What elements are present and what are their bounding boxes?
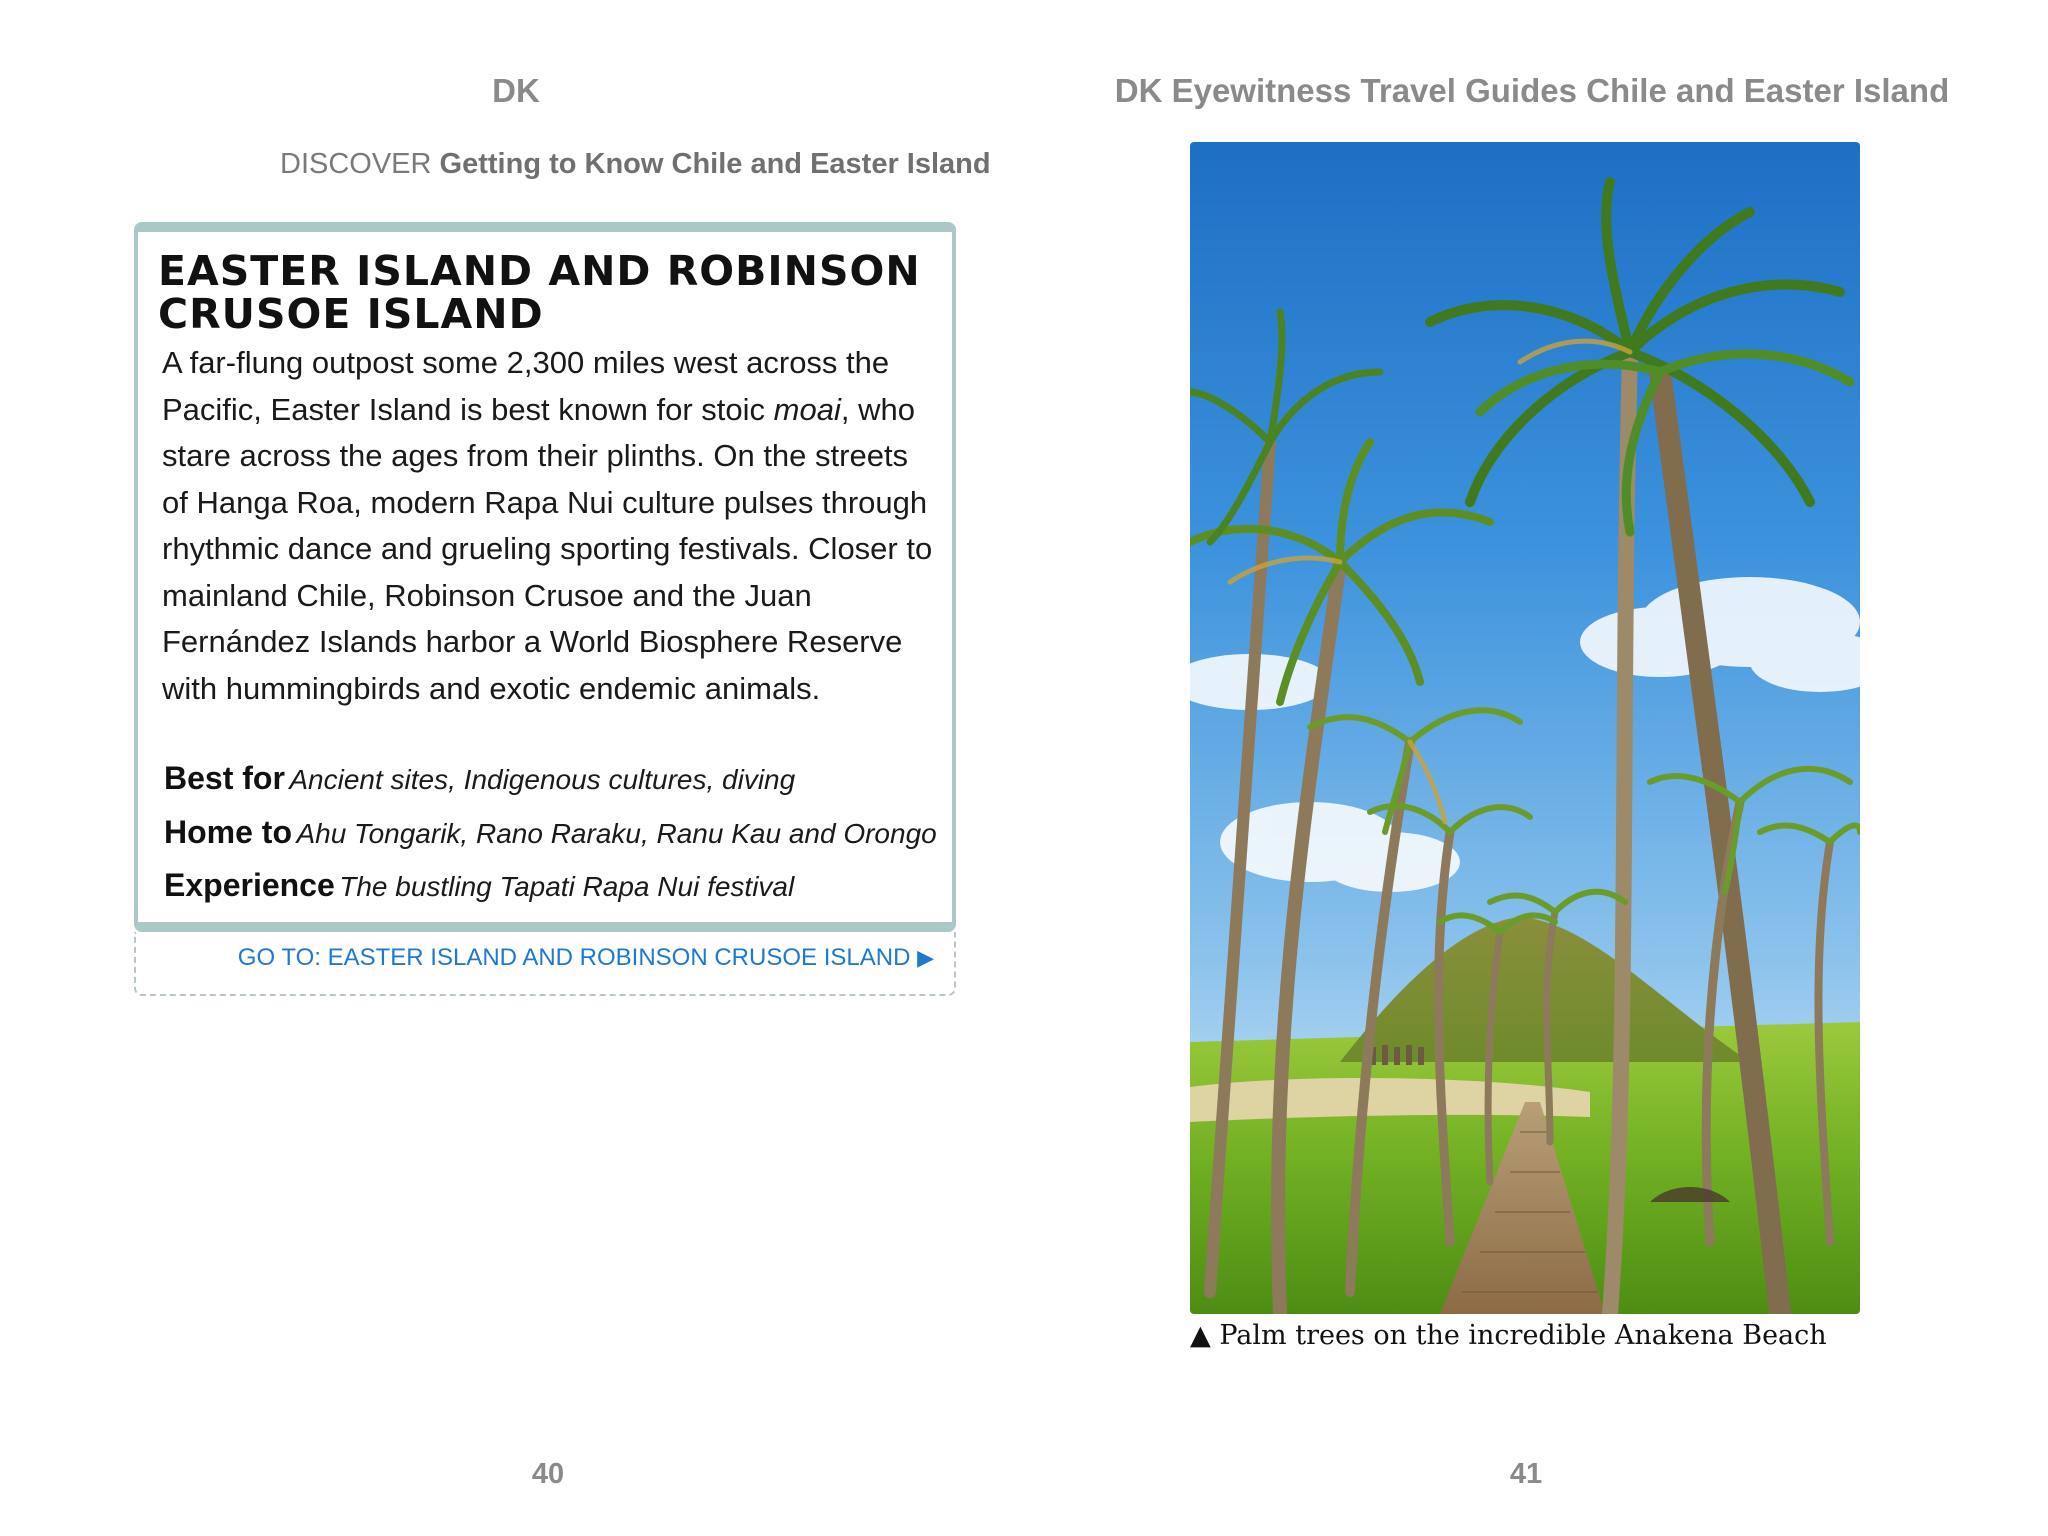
card-description-text-1: A far-flung outpost some 2,300 miles west across the Pacific, Easter Island is best known for stoic — [162, 345, 890, 427]
goto-link-label: GO TO: EASTER ISLAND AND ROBINSON CRUSOE ISLAND — [237, 944, 911, 971]
breadcrumb-section: DISCOVER — [280, 148, 432, 180]
play-arrow-icon: ▶ — [917, 945, 934, 970]
fact-experience-label: Experience — [164, 867, 335, 903]
page-number-right: 41 — [1509, 1458, 1543, 1490]
book-publisher-header: DK — [492, 72, 540, 109]
card-description-text-2: , who stare across the ages from their plinths. On the streets of Hanga Roa, modern Rapa Nui culture pulses through rhythmic dance and grueling sporting festivals. Closer to mainland Chile, Robinson Crusoe and the Juan Fernández Islands harbor a World Biosphere Reserve with hummingbirds and exotic endemic animals. — [162, 391, 933, 706]
fact-home-to-label: Home to — [164, 814, 292, 850]
card-description — [162, 340, 942, 712]
fact-experience-value: The bustling Tapati Rapa Nui festival — [339, 871, 795, 902]
palm-beach-photo — [1190, 142, 1860, 1314]
region-summary-card — [134, 222, 956, 932]
photo-caption: ▲ Palm trees on the incredible Anakena Beach — [1190, 1320, 1827, 1351]
card-title: EASTER ISLAND AND ROBINSON CRUSOE ISLAND — [158, 247, 921, 338]
fact-home-to — [164, 814, 954, 851]
breadcrumb — [280, 148, 991, 181]
card-description-italic: moai — [773, 391, 841, 427]
breadcrumb-chapter: Getting to Know Chile and Easter Island — [439, 148, 991, 180]
fact-best-for-label: Best for — [164, 760, 285, 796]
goto-box — [134, 932, 956, 996]
goto-region-link[interactable] — [238, 944, 934, 972]
page-number-left: 40 — [531, 1458, 565, 1490]
fact-experience — [164, 867, 954, 904]
fact-best-for — [164, 760, 954, 797]
fact-home-to-value: Ahu Tongarik, Rano Raraku, Ranu Kau and Orongo — [296, 818, 937, 849]
fact-best-for-value: Ancient sites, Indigenous cultures, diving — [289, 764, 796, 795]
book-title-header: DK Eyewitness Travel Guides Chile and Easter Island — [1114, 72, 1950, 109]
